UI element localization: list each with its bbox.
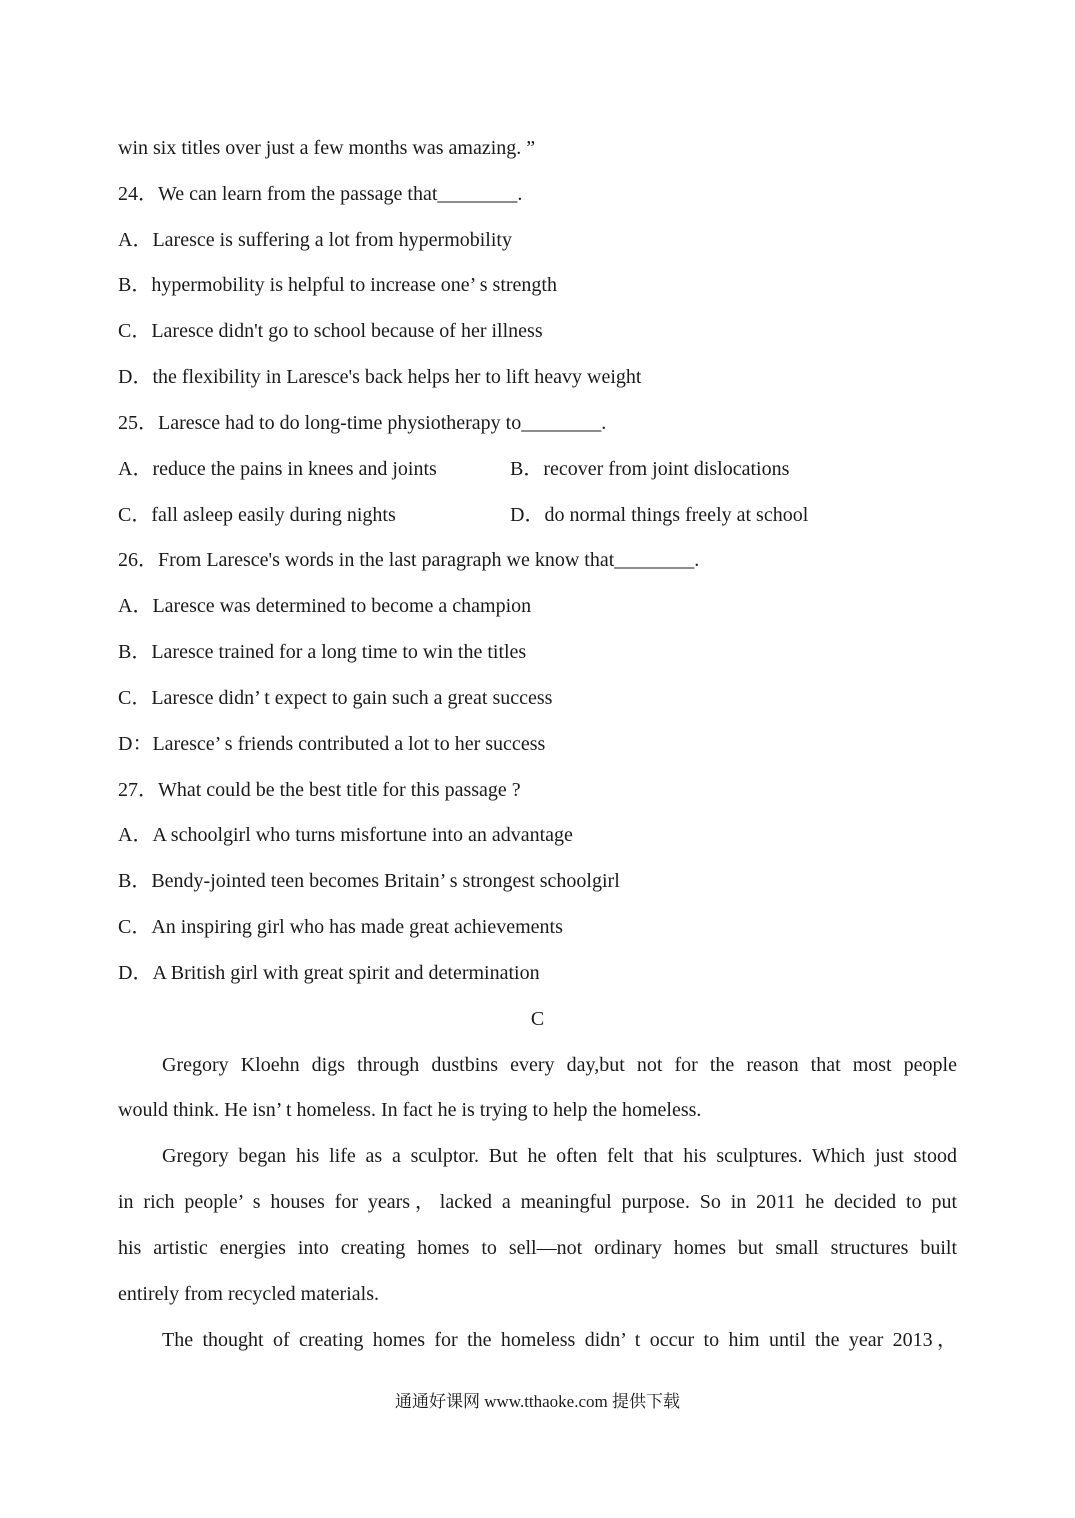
question-24-option-c: C．Larescе didn't go to school because of her illness (118, 320, 543, 342)
question-26-option-c: C．Larescе didn’ t expect to gain such a great success (118, 687, 553, 709)
passage-paragraph-1-line-1: Gregory Kloehn digs through dustbins every day,but not for the reason that most people (162, 1054, 957, 1076)
passage-paragraph-2-line-4: entirely from recycled materials. (118, 1283, 379, 1305)
passage-continuation: win six titles over just a few months was amazing. ” (118, 137, 536, 159)
question-25-option-a: A．reduce the pains in knees and joints (118, 458, 437, 480)
question-27-stem: 27．What could be the best title for this passage ? (118, 779, 521, 801)
question-25-option-c: C．fall asleep easily during nights (118, 504, 396, 526)
question-25-option-b: B．recover from joint dislocations (510, 458, 790, 480)
question-26-option-a: A．Larescе was determined to become a champion (118, 595, 532, 617)
question-27-option-b: B．Bendy-jointed teen becomes Britain’ s strongest schoolgirl (118, 870, 620, 892)
question-24-option-d: D．the flexibility in Laresce's back helps her to lift heavy weight (118, 366, 642, 388)
question-26-option-b: B．Larescе trained for a long time to win the titles (118, 641, 527, 663)
passage-paragraph-2-line-2: in rich people’ s houses for years，lacked a meaningful purpose. So in 2011 he decided to put (118, 1191, 957, 1213)
passage-paragraph-1-line-2: would think. He isn’ t homeless. In fact he is trying to help the homeless. (118, 1099, 702, 1121)
section-heading: C (530, 1008, 545, 1030)
question-24-option-a: A．Larescе is suffering a lot from hypermobility (118, 229, 512, 251)
question-25-option-d: D．do normal things freely at school (510, 504, 809, 526)
question-24-stem: 24．We can learn from the passage that________. (118, 183, 523, 205)
passage-paragraph-3-line-1: The thought of creating homes for the homeless didn’ t occur to him until the year 2013， (162, 1329, 957, 1351)
question-24-option-b: B．hypermobility is helpful to increase one’ s strength (118, 274, 557, 296)
question-27-option-c: C．An inspiring girl who has made great achievements (118, 916, 563, 938)
question-26-option-d: D：Larescе’ s friends contributed a lot to her success (118, 733, 546, 755)
question-27-option-a: A．A schoolgirl who turns misfortune into an advantage (118, 824, 573, 846)
question-27-option-d: D．A British girl with great spirit and determination (118, 962, 540, 984)
question-26-stem: 26．From Laresce's words in the last paragraph we know that________. (118, 549, 700, 571)
passage-paragraph-2-line-3: his artistic energies into creating homes to sell—not ordinary homes but small structures built (118, 1237, 957, 1259)
page-footer: 通通好课网 www.tthaoke.com 提供下载 (394, 1392, 681, 1411)
passage-paragraph-2-line-1: Gregory began his life as a sculptor. But he often felt that his sculptures. Which just stood (162, 1145, 957, 1167)
question-25-stem: 25．Larescе had to do long-time physiotherapy to________. (118, 412, 607, 434)
